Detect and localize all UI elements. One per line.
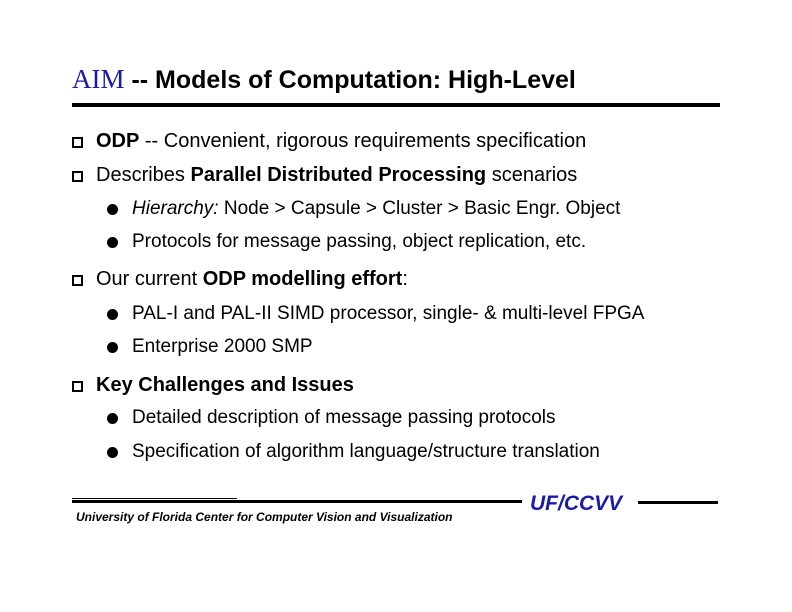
subbullet-hierarchy: Hierarchy: Node > Capsule > Cluster > Basic Engr. Object [107, 197, 620, 221]
dot-bullet-icon [107, 309, 118, 320]
dot-bullet-icon [107, 237, 118, 248]
bullet-describes: Describes Parallel Distributed Processing scenarios [72, 163, 577, 187]
title-text: -- Models of Computation: High-Level [124, 66, 576, 94]
subbullet-protocols: Protocols for message passing, object replication, etc. [107, 230, 586, 254]
subbullet-algorithm: Specification of algorithm language/structure translation [107, 440, 600, 464]
footer-institution: University of Florida Center for Computer Vision and Visualization [76, 510, 453, 524]
dot-bullet-icon [107, 204, 118, 215]
title-aim: AIM [72, 64, 125, 94]
checkbox-bullet-icon [72, 171, 83, 182]
bullet-challenges: Key Challenges and Issues [72, 373, 354, 397]
checkbox-bullet-icon [72, 137, 83, 148]
subbullet-pal: PAL-I and PAL-II SIMD processor, single- & multi-level FPGA [107, 302, 644, 326]
dot-bullet-icon [107, 447, 118, 458]
bullet-current-effort: Our current ODP modelling effort: [72, 267, 408, 291]
dot-bullet-icon [107, 342, 118, 353]
checkbox-bullet-icon [72, 275, 83, 286]
dot-bullet-icon [107, 413, 118, 424]
footer-logo: UF/CCVV [530, 492, 623, 515]
footer-rule-right [638, 501, 718, 504]
subbullet-enterprise: Enterprise 2000 SMP [107, 335, 313, 359]
slide-title [72, 64, 576, 95]
footer-rule-left [72, 500, 522, 503]
bullet-odp: ODP -- Convenient, rigorous requirements specification [72, 129, 586, 153]
subbullet-message-passing: Detailed description of message passing protocols [107, 406, 556, 430]
checkbox-bullet-icon [72, 381, 83, 392]
title-rule [72, 103, 720, 107]
